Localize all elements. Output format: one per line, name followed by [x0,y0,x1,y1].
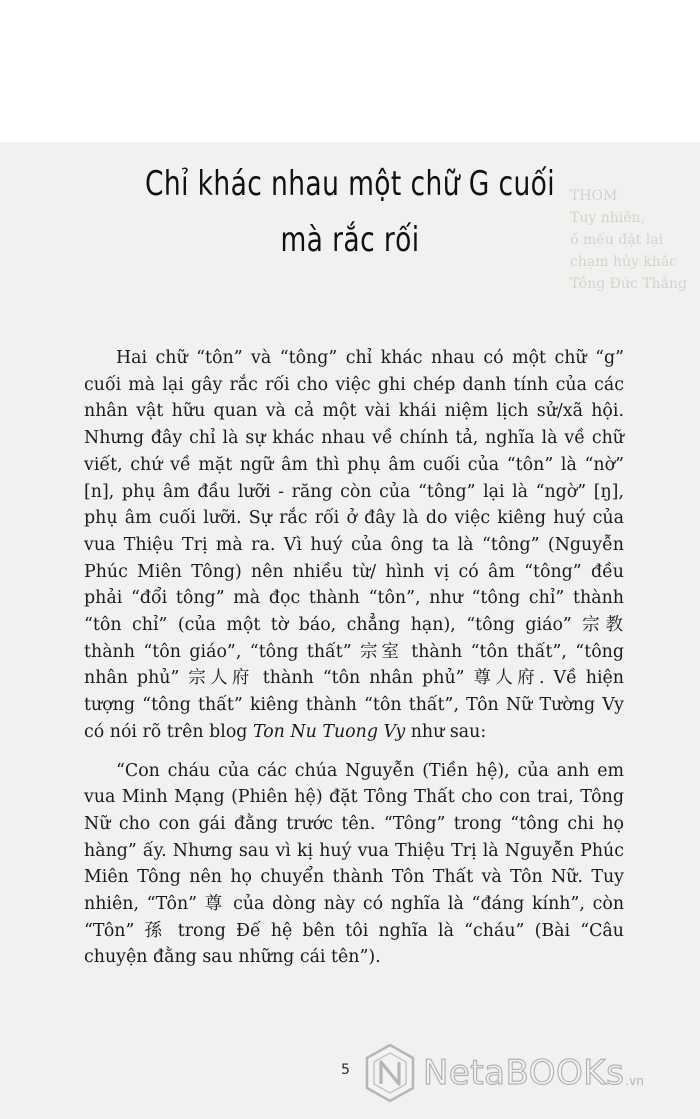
chapter-title [77,156,623,268]
han-character-ton-respect: 尊 [204,894,226,915]
paragraph-2-text-a: “Con cháu của các chúa Nguyễn (Tiền hệ), của anh em vua Minh Mạng (Phiên hệ) đặt Tông Thất cho con trai, Tông Nữ cho con gái đằng trước tên. “Tông” trong “tông chi họ hàng” ấy. Nhưng sau vì kị huý vua Thiệu Trị là Nguyễn Phúc Miên Tông nên họ chuyển thành Tôn Thất và Tôn Nữ. Tuy nhiên, “Tôn” [84,760,624,915]
paragraph-1-text-b: thành “tôn giáo”, “tông thất” [84,641,352,662]
page-top-margin [0,0,700,142]
paragraph-1 [84,345,624,746]
paragraph-2-text-c: trong Đế hệ bên tôi nghĩa là “cháu” (Bài “Câu chuyện đằng sau những cái tên”). [84,920,624,968]
paragraph-1-text-e: . Về hiện tượng “tông thất” kiêng thành “tôn thất”, Tôn Nữ Tường Vy có nói rõ trên blog [84,668,624,742]
paragraph-1-text-f: như sau: [410,721,487,742]
chapter-title-line-2: mà rắc rối [280,220,420,260]
paragraph-1-text-d: thành “tôn nhân phủ” [262,668,465,689]
paragraph-1-text-c: thành “tôn thất”, “tông nhân phủ” [84,641,624,689]
watermark-text: NetaBOOKs [423,1053,625,1093]
paragraph-2-quote [84,758,624,972]
han-characters-ton-nhan-phu: 尊人府 [473,668,540,689]
page-number: 5 [341,1062,350,1078]
watermark-domain-suffix: .vn [625,1074,644,1088]
netabooks-logo-icon [363,1042,417,1104]
blog-name: Ton Nu Tuong Vy [252,721,406,742]
han-character-ton-grandchild: 孫 [144,920,168,941]
chapter-body [84,345,624,979]
netabooks-watermark [363,1038,698,1108]
show-through-text: THOM Tuy nhiên, ố mếu đặt lại chạm hủy khắc Tông Đức Thắng [570,188,687,292]
paragraph-2-text-b: của dòng này có nghĩa là “đáng kính”, còn “Tôn” [84,894,625,941]
paragraph-1-text-a: Hai chữ “tôn” và “tông” chỉ khác nhau có một chữ “g” cuối mà lại gây rắc rối cho việc ghi chép danh tính của các nhân vật hữu quan và cả một vài khái niệm lịch sử/xã hội. Nhưng đây chỉ là sự khác nhau về chính tả, nghĩa là về chữ viết, chứ về mặt ngữ âm thì phụ âm cuối của “tôn” là “nờ” [n], phụ âm đầu lưỡi - răng còn của “tông” lại là “ngờ” [ŋ], phụ âm cuối lưỡi. Sự rắc rối ở đây là do việc kiêng huý của vua Thiệu Trị mà ra. Vì huý của ông ta là “tông” (Nguyễn Phúc Miên Tông) nên nhiều từ/ hình vị có âm “tông” đều phải “đổi tông” mà đọc thành “tôn”, như “tông chỉ” thành “tôn chỉ” (của một tờ báo, chẳng hạn), “tông giáo” [84,348,624,636]
chapter-title-line-1: Chỉ khác nhau một chữ G cuối [144,164,556,204]
han-characters-tong-that: 宗室 [360,641,403,662]
han-characters-tong-giao: 宗教 [582,615,624,636]
han-characters-tong-nhan-phu: 宗人府 [188,668,254,689]
